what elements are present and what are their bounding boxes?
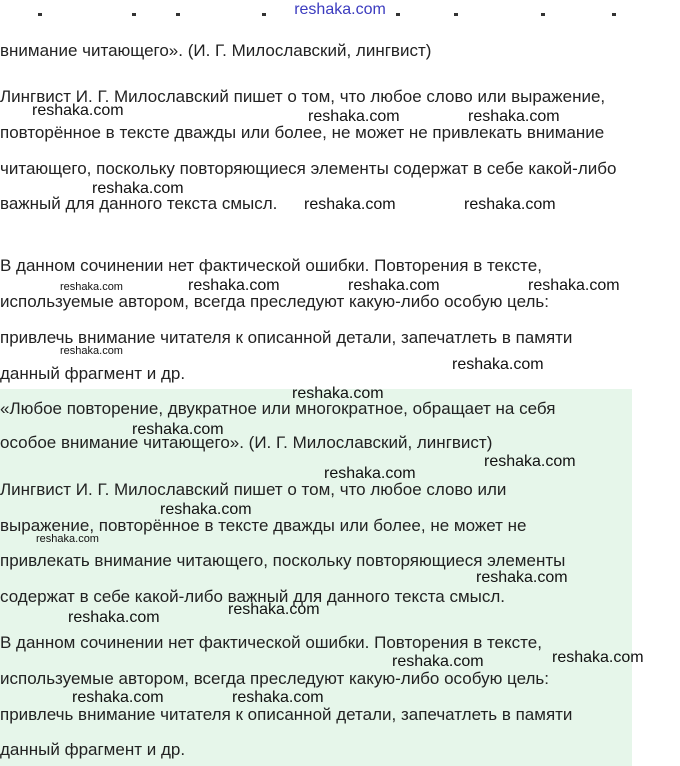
text-line: данный фрагмент и др. [0,740,186,759]
text-line: «Любое повторение, двукратное или многократное, обращает на себя [0,399,556,418]
watermark-text: reshaka.com [72,689,164,706]
watermark-text: reshaka.com [32,102,124,119]
text-line: Лингвист И. Г. Милославский пишет о том, что любое слово или выражение, [0,87,606,106]
text-line: используемые автором, всегда преследуют какую-либо особую цель: [0,292,549,311]
watermark-text: reshaka.com [476,569,568,586]
text-line: привлечь внимание читателя к описанной детали, запечатлеть в памяти [0,705,573,724]
text-line: Лингвист И. Г. Милославский пишет о том, что любое слово или [0,480,507,499]
watermark-text: reshaka.com [132,421,224,438]
watermark-text: reshaka.com [308,108,400,125]
watermark-text: reshaka.com [528,277,620,294]
watermark-text: reshaka.com [292,385,384,402]
watermark-text: reshaka.com [68,609,160,626]
watermark-text: reshaka.com [324,465,416,482]
watermark-text: reshaka.com [36,533,99,545]
text-line: привлечь внимание читателя к описанной детали, запечатлеть в памяти [0,328,573,347]
watermark-text: reshaka.com [552,649,644,666]
text-line: В данном сочинении нет фактической ошибки. Повторения в тексте, [0,633,542,652]
watermark-text: reshaka.com [188,277,280,294]
watermark-text: reshaka.com [232,689,324,706]
watermark-text: reshaka.com [452,356,544,373]
site-link[interactable]: reshaka.com [294,1,386,18]
watermark-text: reshaka.com [60,281,123,293]
text-line: выражение, повторённое в тексте дважды или более, не может не [0,516,527,535]
text-line: повторённое в тексте дважды или более, не может не привлекать внимание [0,123,605,142]
text-line: В данном сочинении нет фактической ошибки. Повторения в тексте, [0,256,542,275]
watermark-text: reshaka.com [228,601,320,618]
text-line: привлекать внимание читающего, поскольку повторяющиеся элементы [0,551,566,570]
text-line: используемые автором, всегда преследуют какую-либо особую цель: [0,669,549,688]
watermark-text: reshaka.com [160,501,252,518]
watermark-text: reshaka.com [468,108,560,125]
text-line: читающего, поскольку повторяющиеся элементы содержат в себе какой-либо [0,159,617,178]
text-line: важный для данного текста смысл. [0,194,278,213]
text-line: внимание читающего». (И. Г. Милославский, лингвист) [0,41,432,60]
watermark-text: reshaka.com [484,453,576,470]
text-line: содержат в себе какой-либо важный для данного текста смысл. [0,587,506,606]
text-line: данный фрагмент и др. [0,364,186,383]
watermark-text: reshaka.com [92,180,184,197]
text-line: особое внимание читающего». (И. Г. Милославский, лингвист) [0,433,493,452]
watermark-text: reshaka.com [348,277,440,294]
watermark-text: reshaka.com [392,653,484,670]
watermark-text: reshaka.com [60,345,123,357]
watermark-text: reshaka.com [304,196,396,213]
watermark-text: reshaka.com [464,196,556,213]
